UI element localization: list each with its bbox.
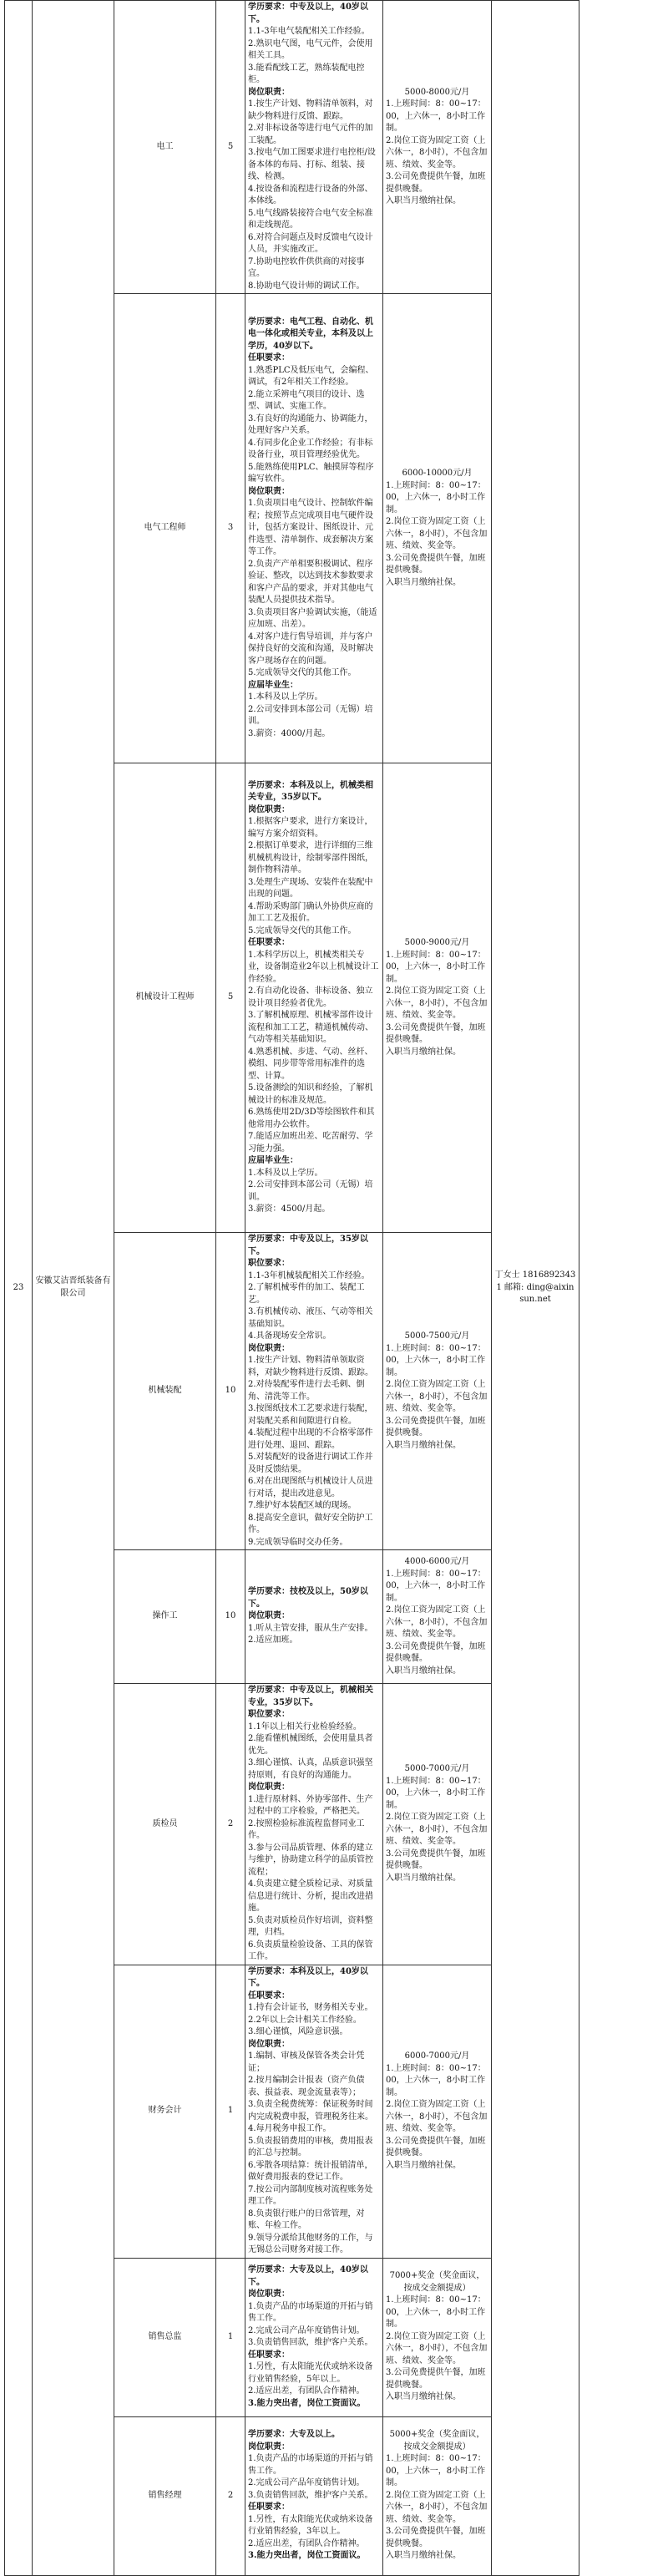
benefit-line: 入职当月缴纳社保。 xyxy=(386,2392,461,2402)
requirement-line: 2.公司安排到本部公司（无锡）培训。 xyxy=(248,1180,373,1202)
benefit-line: 1.上班时间：8：00~17：00，上六休一，8小时工作制。 xyxy=(386,950,486,984)
requirement-line: 3.细心谨慎，风险意识强。 xyxy=(248,2027,348,2036)
requirement-line: 2.对非标设备等进行电气元件的加工装配。 xyxy=(248,124,373,145)
requirement-line: 3.了解机械原理、机械零部件设计流程和加工工艺，精通机械传动、气动等相关基础知识。 xyxy=(248,1011,373,1044)
requirement-line: 4.装配过程中出现的不合格零部件进行处理、退回、跟踪。 xyxy=(248,1428,373,1450)
benefit-line: 1.上班时间：8：00~17：00，上六休一，8小时工作制。 xyxy=(386,2063,486,2097)
requirement-line: 7.维护好本装配区域的现场。 xyxy=(248,1501,357,1510)
requirement-line: 岗位职责： xyxy=(248,804,290,814)
job-title: 质检员 xyxy=(114,1684,216,1965)
benefit-line: 1.上班时间：8：00~17：00，上六休一，8小时工作制。 xyxy=(386,1569,486,1603)
requirement-line: 1.按生产计划、物料清单领取资料，对缺少物料进行反馈、跟踪。 xyxy=(248,1356,373,1377)
requirement-line: 3.按图纸技术工艺要求进行装配，对装配关系和间隙进行自检。 xyxy=(248,1404,373,1426)
benefit-line: 2.岗位工资为固定工资（上六休一，8小时），不包含加班、绩效、奖金等。 xyxy=(386,517,488,550)
requirement-line: 3.能看配线工艺，熟练装配电控柜。 xyxy=(248,63,365,84)
benefit-line: 1.上班时间：8：00~17：00，上六休一，8小时工作制。 xyxy=(386,1343,486,1377)
requirement-line: 2.能立采辨电气项目的设计、选型、调试、实施工作。 xyxy=(248,389,365,412)
benefit-line: 入职当月缴纳社保。 xyxy=(386,1666,461,1676)
requirement-line: 2.根据订单要求，进行详细的三维机械机构设计，绘制零部件图纸，制作物料清单。 xyxy=(248,841,373,875)
job-requirements xyxy=(245,763,383,1233)
benefit-line: 3.公司免费提供午餐，加班提供晚餐。 xyxy=(386,1641,486,1663)
salary-range: 5000-7500元/月 xyxy=(404,1331,470,1341)
salary-range: 5000-7000元/月 xyxy=(404,1764,470,1774)
requirement-line: 9.领导分派给其他财务的工作，与无锡总公司财务对接工作。 xyxy=(248,2233,373,2254)
requirement-line: 5.完成领导交代的其他工作。 xyxy=(248,925,357,936)
benefit-line: 3.公司免费提供午餐，加班提供晚餐。 xyxy=(386,1416,486,1438)
benefit-line: 入职当月缴纳社保。 xyxy=(386,1047,461,1057)
requirement-line: 3.薪资：4000/月起。 xyxy=(248,728,331,738)
job-count: 10 xyxy=(216,1550,245,1684)
requirement-line: 学历要求：中专及以上，35岁以下。 xyxy=(248,1235,368,1256)
benefit-line: 2.岗位工资为固定工资（上六休一，8小时），不包含加班、绩效、奖金等。 xyxy=(386,1605,488,1639)
benefit-line: 入职当月缴纳社保。 xyxy=(386,1440,461,1450)
requirement-line: 2.有自动化设备、非标设备、独立设计项目经验者优先。 xyxy=(248,986,373,1008)
requirement-line: 6.熟练使用2D/3D等绘图软件和其他常用办公软件。 xyxy=(248,1108,375,1129)
salary-range: 5000-9000元/月 xyxy=(404,938,470,947)
requirement-line: 1.本科学历以上，机械类相关专业，设备制造业2年以上机械设计工作经验。 xyxy=(248,950,379,984)
requirement-line: 学历要求：大专及以上。 xyxy=(248,2430,340,2440)
requirement-line: 学历要求：本科及以上，机械类相关专业，35岁以下。 xyxy=(248,780,373,802)
requirement-line: 8.协助电气设计师的调试工作。 xyxy=(248,281,365,291)
requirement-line: 8.提高安全意识，做好安全防护工作。 xyxy=(248,1513,373,1534)
job-salary-benefits xyxy=(383,1965,492,2258)
requirement-line: 任职要求： xyxy=(248,2350,290,2360)
requirement-line: 7.能适应加班出差、吃苦耐劳、学习能力强。 xyxy=(248,1132,373,1154)
job-salary-benefits xyxy=(383,2258,492,2416)
requirement-line: 2.能看懂机械图纸，会使用量具者优先。 xyxy=(248,1734,373,1756)
requirement-line: 岗位职责： xyxy=(248,1611,290,1621)
requirement-line: 岗位职责： xyxy=(248,2039,290,2049)
requirement-line: 2.了解机械零件的加工、装配工艺。 xyxy=(248,1283,365,1305)
requirement-line: 应届毕业生： xyxy=(248,1156,298,1165)
benefit-line: 2.岗位工资为固定工资（上六休一，8小时），不包含加班、绩效、奖金等。 xyxy=(386,2331,488,2366)
benefit-line: 入职当月缴纳社保。 xyxy=(386,2551,461,2561)
requirement-line: 岗位职责： xyxy=(248,2442,290,2452)
requirement-line: 3.薪资：4500/月起。 xyxy=(248,1204,331,1214)
job-count: 2 xyxy=(216,2416,245,2575)
requirement-line: 3.负责项目客户验调试实施，（能适应加班、出差）。 xyxy=(248,607,377,630)
requirement-line: 1.负责产品的市场渠道的开拓与销售工作。 xyxy=(248,2454,373,2476)
benefit-line: 3.公司免费提供午餐，加班提供晚餐。 xyxy=(386,2527,486,2548)
job-title: 销售经理 xyxy=(114,2416,216,2575)
job-title: 机械设计工程师 xyxy=(114,763,216,1233)
job-row xyxy=(5,1,665,294)
salary-range: 5000+奖金（奖金面议，按成交金额提成） xyxy=(389,2430,485,2452)
requirement-line: 2.适应出差，有团队合作精神。 xyxy=(248,2386,365,2396)
requirement-line: 5.电气线路装接符合电气安全标准和走线规范。 xyxy=(248,208,373,230)
requirement-line: 3.负责销售回款，维护客户关系。 xyxy=(248,2490,373,2500)
benefit-line: 入职当月缴纳社保。 xyxy=(386,577,461,587)
requirement-line: 3.参与公司品质管理、体系的建立与维护，协助建立科学的品质管控流程； xyxy=(248,1843,373,1877)
requirement-line: 2.公司安排到本部公司（无锡）培训。 xyxy=(248,704,373,727)
benefit-line: 入职当月缴纳社保。 xyxy=(386,196,461,205)
requirement-line: 5.负责报销费用的审核，费用报表的汇总与控制。 xyxy=(248,2136,373,2158)
job-count: 2 xyxy=(216,1684,245,1965)
requirement-line: 6.对符合问题点及时反馈电气设计人员，并实施改正。 xyxy=(248,232,373,254)
requirement-line: 5.能熟练使用PLC、触摸屏等程序编写软件。 xyxy=(248,462,374,484)
benefit-line: 1.上班时间：8：00~17：00，上六休一，8小时工作制。 xyxy=(386,480,486,515)
requirement-line: 2.完成公司产品年度销售计划。 xyxy=(248,2478,365,2488)
company-name: 安徽艾洁晋纸装备有限公司 xyxy=(33,1,114,2576)
requirement-line: 7.协助电控软件供供商的对接事宜。 xyxy=(248,256,365,278)
job-requirements xyxy=(245,2258,383,2416)
requirement-line: 3.处理生产现场、安装件在装配中出现的问题。 xyxy=(248,877,373,899)
requirement-line: 学历要求：技校及以上，50岁以下。 xyxy=(248,1587,368,1609)
benefit-line: 1.上班时间：8：00~17：00，上六休一，8小时工作制。 xyxy=(386,2295,486,2330)
job-title: 电气工程师 xyxy=(114,294,216,763)
requirement-line: 任职要求： xyxy=(248,353,290,363)
job-title: 销售总监 xyxy=(114,2258,216,2416)
requirement-line: 4.具备现场安全常识。 xyxy=(248,1331,331,1341)
requirement-line: 2.熟识电气图，电气元件，会使用相关工具。 xyxy=(248,38,373,60)
requirement-line: 4.对客户进行售导培训，并与客户保持良好的交流和沟通，及时解决客户现场存在的问题。 xyxy=(248,631,373,666)
requirement-line: 2.负责产产单相要积极调试、程序验证、整改，以达到技术参数要求和客户产品的要求，并对其他电气装配人员提供技术指导。 xyxy=(248,559,373,606)
benefit-line: 2.岗位工资为固定工资（上六休一，8小时），不包含加班、绩效、奖金等。 xyxy=(386,2100,488,2133)
benefit-line: 3.公司免费提供午餐，加班提供晚餐。 xyxy=(386,1022,486,1044)
requirement-line: 1.1-3年机械装配相关工作经验。 xyxy=(248,1270,370,1280)
job-requirements xyxy=(245,1550,383,1684)
job-salary-benefits xyxy=(383,294,492,763)
benefit-line: 1.上班时间：8：00~17：00，上六休一，8小时工作制。 xyxy=(386,1776,486,1810)
benefit-line: 3.公司免费提供午餐，加班提供晚餐。 xyxy=(386,1848,486,1871)
job-requirements xyxy=(245,2416,383,2575)
benefit-line: 2.岗位工资为固定工资（上六休一，8小时），不包含加班、绩效、奖金等。 xyxy=(386,135,488,170)
requirement-line: 3.能力突出者，岗位工资面议。 xyxy=(248,2398,366,2408)
job-table-body xyxy=(5,1,665,2576)
requirement-line: 6.负责质量检验设备、工具的保管工作。 xyxy=(248,1940,373,1961)
job-count: 5 xyxy=(216,763,245,1233)
requirement-line: 5.完成领导交代的其他工作。 xyxy=(248,668,357,678)
requirement-line: 5.负责对质检员作好培训，资料整理，归档。 xyxy=(248,1915,373,1937)
requirement-line: 岗位职责： xyxy=(248,1343,290,1353)
requirement-line: 4.每月税务申报工作。 xyxy=(248,2124,331,2133)
requirement-line: 1.按生产计划、物料清单领料，对缺少物料进行反馈、跟踪。 xyxy=(248,99,373,121)
requirement-line: 1.1-3年电气装配相关工作经验。 xyxy=(248,27,370,36)
requirement-line: 岗位职责： xyxy=(248,2289,290,2299)
requirement-line: 1.进行原材料、外协零部件、生产过程中的工序检验，严格把关。 xyxy=(248,1794,373,1816)
requirement-line: 岗位职责： xyxy=(248,1782,290,1792)
requirement-line: 学历要求：中专及以上，机械相关专业，35岁以下。 xyxy=(248,1686,373,1707)
job-requirements xyxy=(245,294,383,763)
requirement-line: 4.按设备和流程进行设备的外部、本体线。 xyxy=(248,184,373,205)
company-index: 23 xyxy=(5,1,33,2576)
requirement-line: 1.另性，有太阳能光伏或纳米设备行业销售经验，3年以上。 xyxy=(248,2514,373,2537)
salary-range: 5000-8000元/月 xyxy=(404,87,470,97)
requirement-line: 3.有机械传动、液压、气动等相关基础知识。 xyxy=(248,1307,373,1329)
requirement-line: 2.适应出差，有团队合作精神。 xyxy=(248,2538,365,2548)
requirement-line: 2.完成公司产品年度销售计划。 xyxy=(248,2325,365,2335)
requirement-line: 学历要求：电气工程、自动化、机电一体化或相关专业，本科及以上学历，40岁以下。 xyxy=(248,317,373,351)
requirement-line: 6.对在出现图纸与机械设计人员进行对话，提出改进意见。 xyxy=(248,1477,373,1498)
requirement-line: 1.编制、审核及保管各类会计凭证； xyxy=(248,2051,365,2073)
salary-range: 4000-6000元/月 xyxy=(404,1557,470,1566)
benefit-line: 2.岗位工资为固定工资（上六休一，8小时），不包含加班、绩效、奖金等。 xyxy=(386,2490,488,2524)
requirement-line: 1.负责项目电气设计、控制软件编程；按照节点完成项目电气硬件设计，包括方案设计、图纸设计、元件选型、清单制作、成套解决方案等工作。 xyxy=(248,499,373,557)
requirement-line: 任职要求： xyxy=(248,938,290,947)
job-count: 1 xyxy=(216,1965,245,2258)
requirement-line: 4.帮助采购部门确认外协供应商的加工工艺及报价。 xyxy=(248,901,373,923)
benefit-line: 3.公司免费提供午餐，加班提供晚餐。 xyxy=(386,2136,486,2158)
job-salary-benefits xyxy=(383,2416,492,2575)
job-table xyxy=(4,0,665,2576)
requirement-line: 6.零散各项结算：统计报销清单，做好费用报表的登记工作。 xyxy=(248,2160,373,2182)
job-salary-benefits xyxy=(383,1550,492,1684)
requirement-line: 2.按照检验标准流程监督同业工作。 xyxy=(248,1818,365,1840)
job-salary-benefits xyxy=(383,763,492,1233)
requirement-line: 4.熟悉机械、步进、气动、丝杆、模组、同步带等常用标准件的选型、计算。 xyxy=(248,1047,373,1081)
benefit-line: 3.公司免费提供午餐，加班提供晚餐。 xyxy=(386,2368,486,2390)
benefit-line: 2.岗位工资为固定工资（上六休一，8小时），不包含加班、绩效、奖金等。 xyxy=(386,1813,488,1847)
job-title: 财务会计 xyxy=(114,1965,216,2258)
job-title: 操作工 xyxy=(114,1550,216,1684)
requirement-line: 任职要求： xyxy=(248,1990,290,2000)
requirement-line: 2.适应加班。 xyxy=(248,1635,298,1645)
requirement-line: 1.另性，有太阳能光伏或纳米设备行业销售经验，5年以上。 xyxy=(248,2362,373,2384)
benefit-line: 3.公司免费提供午餐，加班提供晚餐。 xyxy=(386,553,486,575)
requirement-line: 9.完成领导临时交办任务。 xyxy=(248,1537,348,1547)
benefit-line: 1.上班时间：8：00~17：00，上六休一，8小时工作制。 xyxy=(386,99,486,133)
requirement-line: 3.有良好的沟通能力、协调能力，处理好客户关系。 xyxy=(248,413,373,436)
requirement-line: 5.对装配好的设备进行调试工作并及时反馈结果。 xyxy=(248,1453,373,1474)
requirement-line: 学历要求：本科及以上，40岁以下。 xyxy=(248,1966,368,1988)
requirement-line: 3.按电气加工图要求进行电控柜/设备本体的布局、打标、组装、接线、检测。 xyxy=(248,148,376,181)
requirement-line: 1.熟悉PLC及低压电气，会编程、调试，有2年相关工作经验。 xyxy=(248,365,374,388)
requirement-line: 1.本科及以上学历。 xyxy=(248,692,323,702)
requirement-line: 任职要求： xyxy=(248,2502,290,2513)
job-title: 机械装配 xyxy=(114,1233,216,1550)
requirement-line: 3.负责销售回款，维护客户关系。 xyxy=(248,2338,373,2347)
salary-range: 6000-10000元/月 xyxy=(402,469,473,478)
job-requirements xyxy=(245,1233,383,1550)
job-salary-benefits xyxy=(383,1233,492,1550)
requirement-line: 3.负责全税费统筹：保证税务时间内完成税费申报，管理税务往来。 xyxy=(248,2100,373,2122)
requirement-line: 2.按月编制会计报表（资产负债表、损益表、现金流量表等）； xyxy=(248,2076,365,2097)
contact-info: 丁女士 18168923431 邮箱: ding@aixinsun.net xyxy=(492,1,579,2576)
job-requirements xyxy=(245,1965,383,2258)
benefit-line: 入职当月缴纳社保。 xyxy=(386,2160,461,2170)
requirement-line: 职位要求： xyxy=(248,1259,290,1268)
requirement-line: 学历要求：中专及以上，40岁以下。 xyxy=(248,3,368,24)
requirement-line: 1.1年以上相关行业检验经验。 xyxy=(248,1722,362,1732)
requirement-line: 1.持有会计证书，财务相关专业。 xyxy=(248,2003,373,2012)
requirement-line: 8.负责银行账户的日常管理，对账、年检工作。 xyxy=(248,2208,365,2230)
benefit-line: 2.岗位工资为固定工资（上六休一，8小时），不包含加班、绩效、奖金等。 xyxy=(386,1380,488,1413)
requirement-line: 1.听从主管安排，服从生产安排。 xyxy=(248,1623,373,1633)
job-count: 10 xyxy=(216,1233,245,1550)
requirement-line: 7.按公司内部制度核对流程账务处理工作。 xyxy=(248,2184,373,2206)
benefit-line: 1.上班时间：8：00~17：00，上六休一，8小时工作制。 xyxy=(386,2454,486,2488)
requirement-line: 3.细心谨慎、认真，品质意识强坚持原则，有良好的沟通能力。 xyxy=(248,1758,373,1780)
requirement-line: 1.本科及以上学历。 xyxy=(248,1168,323,1178)
requirement-line: 岗位职责： xyxy=(248,87,290,97)
job-count: 3 xyxy=(216,294,245,763)
job-requirements xyxy=(245,1684,383,1965)
requirement-line: 4.负责建立健全质检记录、对质量信息进行统计、分析，提出改进措施。 xyxy=(248,1879,373,1913)
job-salary-benefits xyxy=(383,1,492,294)
benefit-line: 2.岗位工资为固定工资（上六休一，8小时），不包含加班、绩效、奖金等。 xyxy=(386,986,488,1020)
salary-range: 6000-7000元/月 xyxy=(404,2051,470,2061)
requirement-line: 1.负责产品的市场渠道的开拓与销售工作。 xyxy=(248,2301,373,2323)
requirement-line: 5.设备测绘的知识和经验，了解机械设计的标准及规范。 xyxy=(248,1083,373,1105)
requirement-line: 职位要求： xyxy=(248,1710,290,1719)
job-count: 1 xyxy=(216,2258,245,2416)
requirement-line: 1.根据客户要求，进行方案设计，编写方案介绍资料。 xyxy=(248,817,373,839)
requirement-line: 2.2年以上会计相关工作经验。 xyxy=(248,2015,362,2025)
job-salary-benefits xyxy=(383,1684,492,1965)
job-title: 电工 xyxy=(114,1,216,294)
requirement-line: 4.有同步化企业工作经验；有非标设备行业，项目管理经验优先。 xyxy=(248,438,373,460)
requirement-line: 应届毕业生： xyxy=(248,680,298,690)
job-requirements xyxy=(245,1,383,294)
requirement-line: 2.对待装配零件进行去毛刺、倒角、清洗等工作。 xyxy=(248,1380,365,1402)
requirement-line: 岗位职责： xyxy=(248,486,290,496)
benefit-line: 3.公司免费提供午餐，加班提供晚餐。 xyxy=(386,172,486,194)
salary-range: 7000+奖金（奖金面议，按成交金额提成） xyxy=(389,2271,485,2293)
requirement-line: 学历要求：大专及以上，40岁以下。 xyxy=(248,2265,368,2287)
requirement-line: 3.能力突出者，岗位工资面议。 xyxy=(248,2551,366,2561)
job-count: 5 xyxy=(216,1,245,294)
benefit-line: 入职当月缴纳社保。 xyxy=(386,1873,461,1883)
